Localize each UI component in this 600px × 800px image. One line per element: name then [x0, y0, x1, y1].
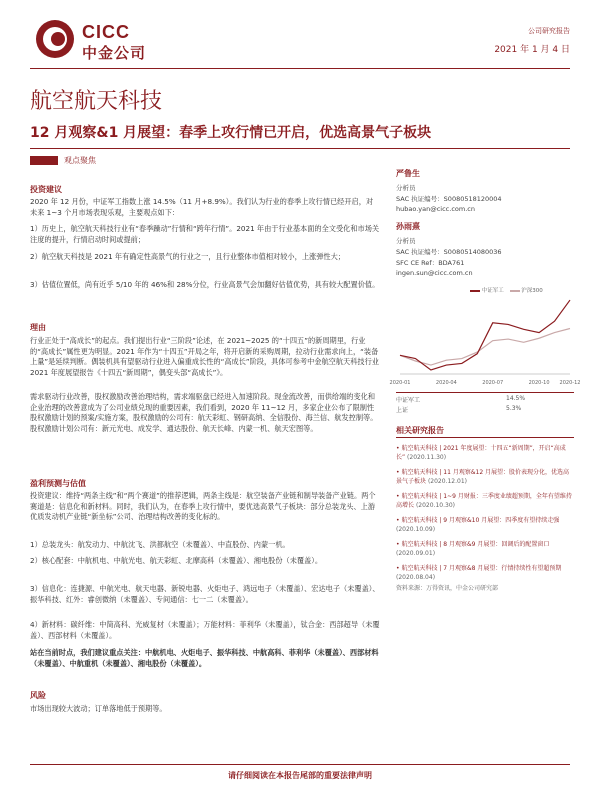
- title-divider: [30, 148, 570, 149]
- series-line: [400, 329, 570, 366]
- legend-label: 中证军工: [481, 288, 504, 294]
- related-report-link[interactable]: [396, 564, 574, 582]
- table-cell: 5.3%: [506, 405, 522, 412]
- related-report-date: (2020.12.01): [427, 478, 467, 485]
- x-tick-label: 2020-12: [559, 380, 581, 386]
- x-tick-label: 2020-10: [528, 380, 550, 386]
- report-type: 公司研究报告: [528, 27, 570, 35]
- legend-label: 沪深300: [521, 288, 543, 294]
- author-email[interactable]: ingen.sun@cicc.com.cn: [396, 269, 473, 277]
- paragraph: 2）核心配套：中航机电、中航光电、航天彩虹、北摩高科（未覆盖）、湘电股份（未覆盖）。: [30, 556, 323, 565]
- x-tick-label: 2020-07: [482, 380, 504, 386]
- report-date: 2021 年 1 月 4 日: [494, 45, 570, 55]
- tag-label: 观点聚焦: [64, 156, 96, 165]
- paragraph: 2020 年 12 月份，中证军工指数上涨 14.5%（11 月+8.9%）。我们认为行业的春季上攻行情已经开启，对未来 1~3 个月市场表现乐观，主要观点如下：: [30, 197, 374, 217]
- related-heading: 相关研究报告: [396, 426, 444, 435]
- related-report-title: • 航空航天科技 | 7 月观察&8 月展望：行情持续性有望超预期: [396, 565, 562, 572]
- paragraph: 3）信息化：连捷源、中航光电、航天电器、新锐电器、火炬电子、鸿远电子（未覆盖）、宏达电子（未覆盖）、振华科技、红外：睿创微纳（未覆盖）、专间通信：七一二（未覆盖）。: [30, 584, 380, 604]
- related-report-date: (2020.10.30): [415, 502, 455, 509]
- related-report-date: (2020.11.30): [407, 454, 447, 461]
- paragraph: 行业正处于“高成长”的起点。我们提出行业“三阶段”论述，在 2021~2025 的“十四五”的新周期里，行业的“高成长”属性更为明显。2021 年作为“十四五”开局之年，将开启新的采购周期，拉动行业需求向上，“装备上量”是延续判断。偶装机具有望驱动行业进入偏重成长性的“高成长”阶段，具体可参考中金航空航天科技行业 2021 年度展望报告《十四五“新周期”，偶变头部“高成长”》。: [30, 336, 379, 377]
- related-report-link[interactable]: [396, 444, 574, 462]
- related-report-link[interactable]: [396, 540, 574, 558]
- author-name: 孙雨熹: [396, 222, 420, 231]
- performance-chart: [389, 292, 581, 388]
- table-row: [396, 395, 574, 404]
- series-line: [400, 300, 570, 370]
- related-report-title: • 航空航天科技 | 11 月观察&12 月展望：股价表现分化，优选高景气子板块: [396, 469, 570, 485]
- paragraph: 投资建议：维持“两条主线”和“两个赛道”的推荐逻辑，两条主线是：航空装备产业链和制导装备产业链。两个赛道是：信息化和新材料。同时，我们认为，在春季上攻行情中，要优选高景气子板块：部分总装龙头、上游优质发动机产业链“新坐标”公司、治理结构改善的变化标的。: [30, 491, 376, 521]
- related-report-date: (2020.09.01): [396, 550, 436, 557]
- section-heading-risk: 风险: [30, 691, 46, 700]
- section-heading-invest: 投资建议: [30, 185, 62, 194]
- paragraph: 4）新材料：碳纤维：中简高科、光威复材（未覆盖）；万能材料：菲利华（未覆盖），钛合金：西部超导（未覆盖）、西部材料（未覆盖）。: [30, 620, 380, 640]
- section-heading-reason: 理由: [30, 323, 46, 332]
- related-report-title: • 航空航天科技 | 9 月观察&10 月展望：四季度有望持续走强: [396, 517, 560, 524]
- related-report-title: • 航空航天科技 | 2021 年度展望：十四五“新周期”，开启“高成长”: [396, 445, 566, 461]
- paragraph: 市场出现较大波动；订单落地低于预期等。: [30, 704, 167, 713]
- related-report-link[interactable]: [396, 468, 574, 486]
- related-report-title: • 航空航天科技 | 1~9 月财报：三季度业绩超预期，全年有望维持高增长: [396, 493, 572, 509]
- page-subtitle: 12 月观察&1 月展望：春季上攻行情已开启，优选高景气子板块: [30, 125, 432, 141]
- related-divider: [396, 437, 574, 438]
- table-divider: [396, 392, 574, 393]
- author-role: 分析员: [396, 184, 416, 192]
- logo-text-cn: 中金公司: [82, 44, 147, 62]
- x-tick-label: 2020-04: [435, 380, 457, 386]
- cicc-logo-icon: [36, 20, 74, 58]
- paragraph: 需求驱动行业改善，股权激励改善治理结构，需求端驱盘已经进入加速阶段。现金流改善，而供给端的变化和企业治理的改善意成为了公司业绩兑现的重要因素，我们看到，2020 年 11~12 月，多家企业公布了限制性股权激励计划的预案/实施方案，股权激励的公司有：航天彩虹、钢研高纳、全信股份、海兰信、航发控制等。股权激励计划公司有：新元光电、成发学、通达股份、航天长峰、内蒙一机、航天宏图等。: [30, 392, 378, 433]
- table-cell: 上证: [396, 407, 409, 414]
- paragraph: 站在当前时点，我们建议重点关注：中航机电、火炬电子、振华科技、中航高科、菲利华（未覆盖）、西部材料（未覆盖）、中航重机（未覆盖）、湘电股份（未覆盖）。: [30, 648, 379, 668]
- page-title: 航空航天科技: [30, 89, 163, 114]
- related-report-link[interactable]: [396, 516, 574, 534]
- related-report-link[interactable]: [396, 492, 574, 510]
- related-report-title: • 航空航天科技 | 8 月观察&9 月展望：回调后的配置窗口: [396, 541, 550, 548]
- table-cell: 14.5%: [506, 395, 526, 402]
- related-report-date: (2020.10.09): [396, 526, 436, 533]
- paragraph: 2）航空航天科技是 2021 年有确定性高景气的行业之一，且行业整体市值相对较小，上涨弹性大；: [30, 252, 345, 261]
- author-sac: SAC 执证编号：S0080518120004: [396, 195, 502, 203]
- author-role: 分析员: [396, 237, 416, 245]
- paragraph: 3）估值位置低，尚有近乎 5/10 年的 46%和 28%分位，行业高景气会加翻好估值优势，具有较大配置价值。: [30, 280, 380, 289]
- author-email[interactable]: hubao.yan@cicc.com.cn: [396, 205, 475, 213]
- related-report-date: (2020.08.04): [396, 574, 436, 581]
- paragraph: 1）总装龙头：航发动力、中航沈飞、洪都航空（未覆盖）、中直股份、内蒙一机。: [30, 540, 290, 549]
- footer-disclaimer: 请仔细阅读在本报告尾部的重要法律声明: [228, 771, 372, 780]
- author-sfc: SFC CE Ref：BDA761: [396, 259, 465, 267]
- author-sac: SAC 执证编号：S0080514080036: [396, 248, 502, 256]
- paragraph: 1）历史上，航空航天科技行业有“春季躁动”行情和“跨年行情”。2021 年由于行业基本面的全文受化和市场关注度的提升，行情启动时间或提前；: [30, 224, 380, 244]
- header-divider: [30, 68, 570, 69]
- section-heading-profit: 盈利预测与估值: [30, 479, 86, 488]
- logo-text-en: CICC: [82, 22, 130, 42]
- table-row: [396, 405, 574, 414]
- table-cell: 中证军工: [396, 397, 421, 404]
- author-name: 严鲁生: [396, 169, 420, 178]
- footer-divider: [30, 764, 570, 765]
- x-tick-label: 2020-01: [389, 380, 411, 386]
- source-note: 资料来源：万得资讯，中金公司研究部: [396, 585, 499, 592]
- tag-marker: [30, 156, 58, 165]
